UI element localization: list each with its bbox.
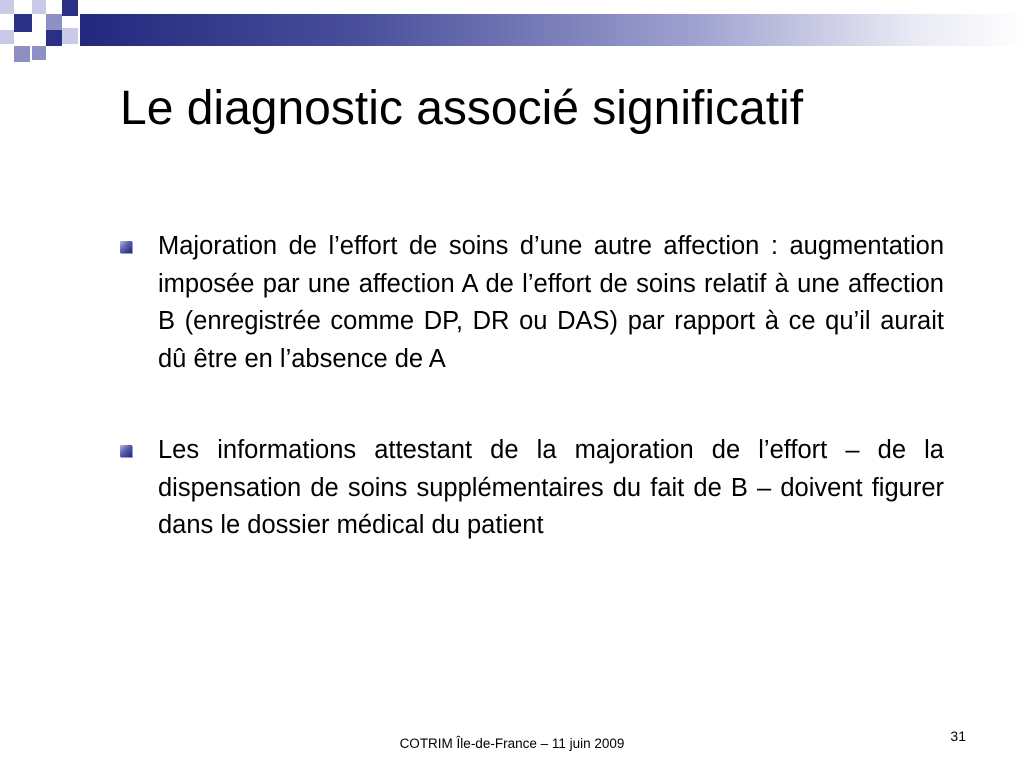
page-number: 31 bbox=[950, 728, 966, 744]
decor-square bbox=[46, 30, 62, 46]
decor-square bbox=[32, 0, 46, 14]
decor-square bbox=[32, 46, 46, 60]
slide-title: Le diagnostic associé significatif bbox=[120, 82, 804, 135]
slide-footer: COTRIM Île-de-France – 11 juin 2009 bbox=[399, 736, 625, 751]
decor-square bbox=[14, 14, 32, 32]
bullet-text: Majoration de l’effort de soins d’une autre affection : augmentation imposée par une affection A de l’effort de soins relatif à une affection B (enregistrée comme DP, DR ou DAS) par rapport à ce qu’il aurait dû être en l’absence de A bbox=[158, 232, 944, 373]
bullet-square-icon bbox=[120, 241, 132, 253]
header-gradient-bar bbox=[80, 14, 1024, 46]
bullet-list bbox=[120, 228, 944, 545]
bullet-text: Les informations attestant de la majoration de l’effort – de la dispensation de soins supplémentaires du fait de B – doivent figurer dans le dossier médical du patient bbox=[158, 436, 944, 539]
bullet-square-icon bbox=[120, 445, 132, 457]
decor-square bbox=[0, 30, 14, 44]
decor-square bbox=[62, 0, 78, 16]
bullet-item bbox=[120, 432, 944, 545]
decor-square bbox=[14, 46, 30, 62]
decor-square bbox=[46, 14, 62, 30]
bullet-item bbox=[120, 228, 944, 378]
decor-square bbox=[0, 0, 14, 14]
decor-square bbox=[62, 28, 78, 44]
